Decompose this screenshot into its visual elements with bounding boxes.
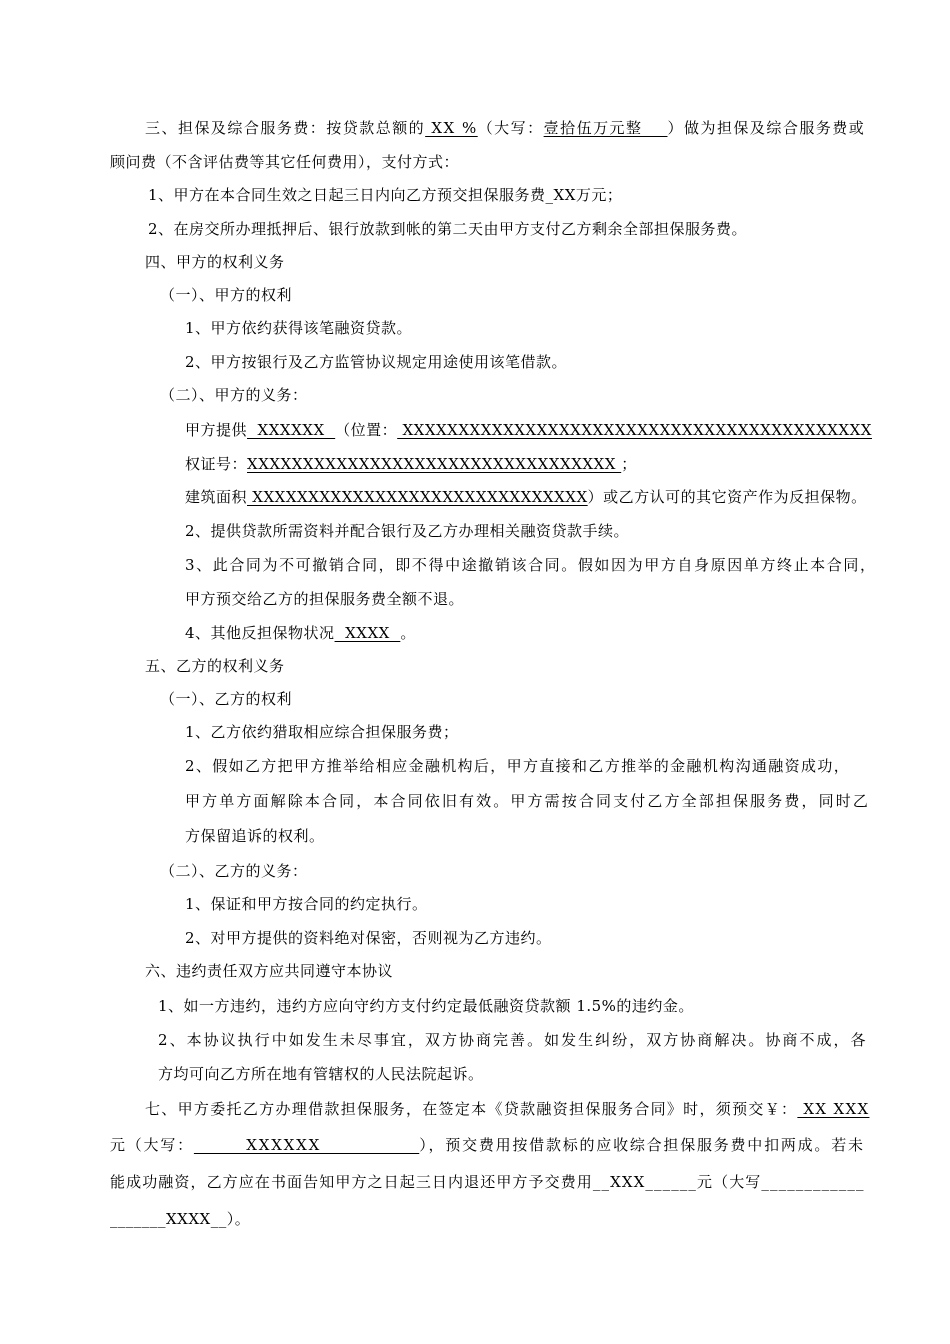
text-segment: （位置： [335,421,398,439]
underlined-field: XXXX [334,624,401,642]
text-segment: 五、乙方的权利义务 [145,657,285,675]
underlined-field: XXXXXXXXXXXXXXXXXXXXXXXXXXXXXXXXXXXXXXXXXX [397,421,872,439]
text-line [160,285,292,305]
text-segment: （二）、甲方的义务： [160,386,308,404]
text-segment: 3、此合同为不可撤销合同，即不得中途撤销该合同。假如因为甲方自身原因单方终止本合同， [185,556,877,574]
underlined-field: XX XXX [797,1100,870,1118]
text-segment: 方保留追诉的权利。 [185,827,325,845]
text-line [110,1135,865,1155]
text-segment: 1、保证和甲方按合同的约定执行。 [185,895,428,913]
text-segment: （二）、乙方的义务： [160,862,308,880]
text-segment: __XXX______ [592,1173,698,1191]
underlined-field: 壹拾伍万元整 [543,119,668,137]
text-line [185,791,870,811]
text-line [185,894,428,914]
text-line [185,756,850,776]
text-line [148,185,622,205]
text-line [185,623,416,643]
text-line [185,521,629,541]
text-segment: 2、对甲方提供的资料绝对保密，否则视为乙方违约。 [185,929,552,947]
text-segment: （大写： [477,119,544,137]
underlined-field: XX % [425,119,478,137]
text-segment: 方均可向乙方所在地有管辖权的人民法院起诉。 [158,1065,484,1083]
text-line [185,318,412,338]
text-segment: 能成功融资，乙方应在书面告知甲方之日起三日内退还甲方予交费用 [110,1173,593,1191]
underlined-field: XXXXXX [193,1136,420,1154]
text-segment: （一）、甲方的权利 [160,286,293,304]
text-line [110,152,459,172]
text-segment: _XX [545,186,576,204]
text-segment: 六、违约责任双方应共同遵守本协议 [145,962,394,980]
text-segment: ）或乙方认可的其它资产作为反担保物。 [587,488,867,506]
text-segment: ____________ [761,1173,865,1191]
text-segment: 。 [400,624,416,642]
text-segment: 权证号： [185,455,248,473]
text-segment: 2、本协议执行中如发生未尽事宜，双方协商完善。如发生纠纷，双方协商解决。协商不成，各 [158,1031,868,1049]
text-segment: 1、甲方在本合同生效之日起三日内向乙方预交担保服务费 [148,186,546,204]
text-segment: 2、甲方按银行及乙方监管协议规定用途使用该笔借款。 [185,353,568,371]
text-segment: 2、假如乙方把甲方推举给相应金融机构后，甲方直接和乙方推举的金融机构沟通融资成功， [185,757,851,775]
text-segment: 四、甲方的权利义务 [145,253,285,271]
text-segment: （一）、乙方的权利 [160,690,293,708]
text-line [185,826,325,846]
text-segment: 甲方提供 [185,421,248,439]
text-line [185,589,464,609]
text-segment: _______XXXX__ [110,1210,227,1228]
text-segment: 顾问费（不含评估费等其它任何费用），支付方式： [110,153,460,171]
text-line [160,385,308,405]
text-segment: 2、提供贷款所需资料并配合银行及乙方办理相关融资贷款手续。 [185,522,630,540]
text-segment: 甲方单方面解除本合同，本合同依旧有效。甲方需按合同支付乙方全部担保服务费，同时乙 [185,792,871,810]
text-line [185,928,552,948]
text-line [145,961,393,981]
text-segment: 1、如一方违约，违约方应向守约方支付约定最低融资贷款额 1.5%的违约金。 [158,997,694,1015]
text-line [158,996,694,1016]
text-line [110,1172,865,1192]
text-line [185,352,567,372]
text-segment: 甲方预交给乙方的担保服务费全额不退。 [185,590,465,608]
text-segment: 2、在房交所办理抵押后、银行放款到帐的第二天由甲方支付乙方剩余全部担保服务费。 [148,220,748,238]
text-segment: 建筑面积 [185,488,248,506]
text-line [145,118,865,138]
text-line [185,722,459,742]
text-segment: ； [621,455,637,473]
text-line [145,656,285,676]
text-line [160,861,308,881]
text-line [145,1099,869,1119]
text-segment: 1、乙方依约猎取相应综合担保服务费； [185,723,459,741]
underlined-field: XXXXXXXXXXXXXXXXXXXXXXXXXXXXXXXXX [247,455,622,473]
text-line [185,454,637,474]
text-line [160,689,292,709]
underlined-field: XXXXXX [247,421,336,439]
text-segment: 七、甲方委托乙方办理借款担保服务，在签定本《贷款融资担保服务合同》时，须预交￥： [145,1100,798,1118]
text-segment: ）。 [226,1210,251,1228]
text-segment: 元（大写 [697,1173,762,1191]
text-line [110,1209,250,1229]
text-line [158,1064,484,1084]
text-segment: 4、其他反担保物状况 [185,624,335,642]
text-segment: 万元； [575,186,623,204]
text-line [145,252,285,272]
text-segment: ）做为担保及综合服务费或 [667,119,866,137]
text-line [185,555,877,575]
text-line [158,1030,868,1050]
text-segment: 1、甲方依约获得该笔融资贷款。 [185,319,413,337]
text-line [185,487,867,507]
text-segment: 三、担保及综合服务费：按贷款总额的 [145,119,426,137]
text-line [148,219,747,239]
text-segment: 元（大写： [110,1136,194,1154]
text-line [185,420,872,440]
underlined-field: XXXXXXXXXXXXXXXXXXXXXXXXXXXXXX [247,488,588,506]
text-segment: ），预交费用按借款标的应收综合担保服务费中扣两成。若未 [419,1136,865,1154]
